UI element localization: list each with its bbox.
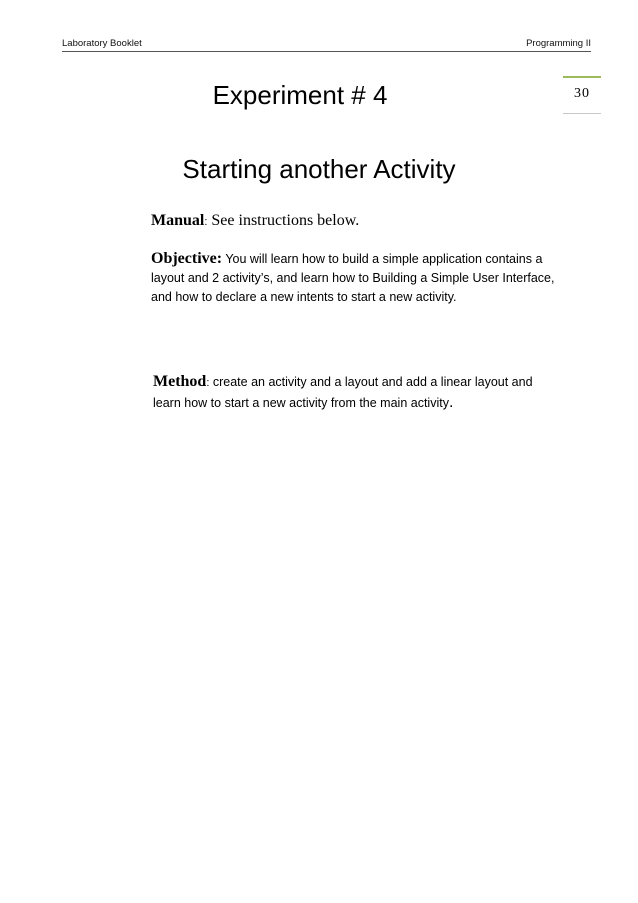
- experiment-title: Experiment # 4: [212, 80, 388, 110]
- header-rule: [62, 51, 591, 52]
- method-colon: :: [206, 377, 210, 389]
- manual-label: Manual: [151, 212, 205, 229]
- page-number-top-rule: [563, 76, 601, 78]
- method-end: .: [448, 394, 454, 411]
- manual-paragraph: [151, 211, 359, 232]
- header-left: Laboratory Booklet: [62, 38, 142, 49]
- manual-text: See instructions below.: [207, 212, 360, 229]
- experiment-subtitle: Starting another Activity: [182, 154, 456, 184]
- method-text: create an activity and a layout and add a linear layout and learn how to start a new activity from the main activity: [153, 375, 533, 410]
- page-number: 30: [574, 86, 590, 101]
- method-paragraph: [153, 372, 533, 413]
- objective-label: Objective:: [151, 250, 223, 267]
- objective-paragraph: [151, 249, 571, 307]
- method-label: Method: [153, 373, 207, 390]
- page-number-bottom-rule: [563, 113, 601, 114]
- header-right: Programming II: [526, 38, 591, 49]
- manual-colon: :: [204, 216, 208, 228]
- objective-text: You will learn how to build a simple application contains a layout and 2 activity’s, and learn how to Building a Simple User Interface, and how to declare a new intents to start a new activity.: [151, 252, 555, 304]
